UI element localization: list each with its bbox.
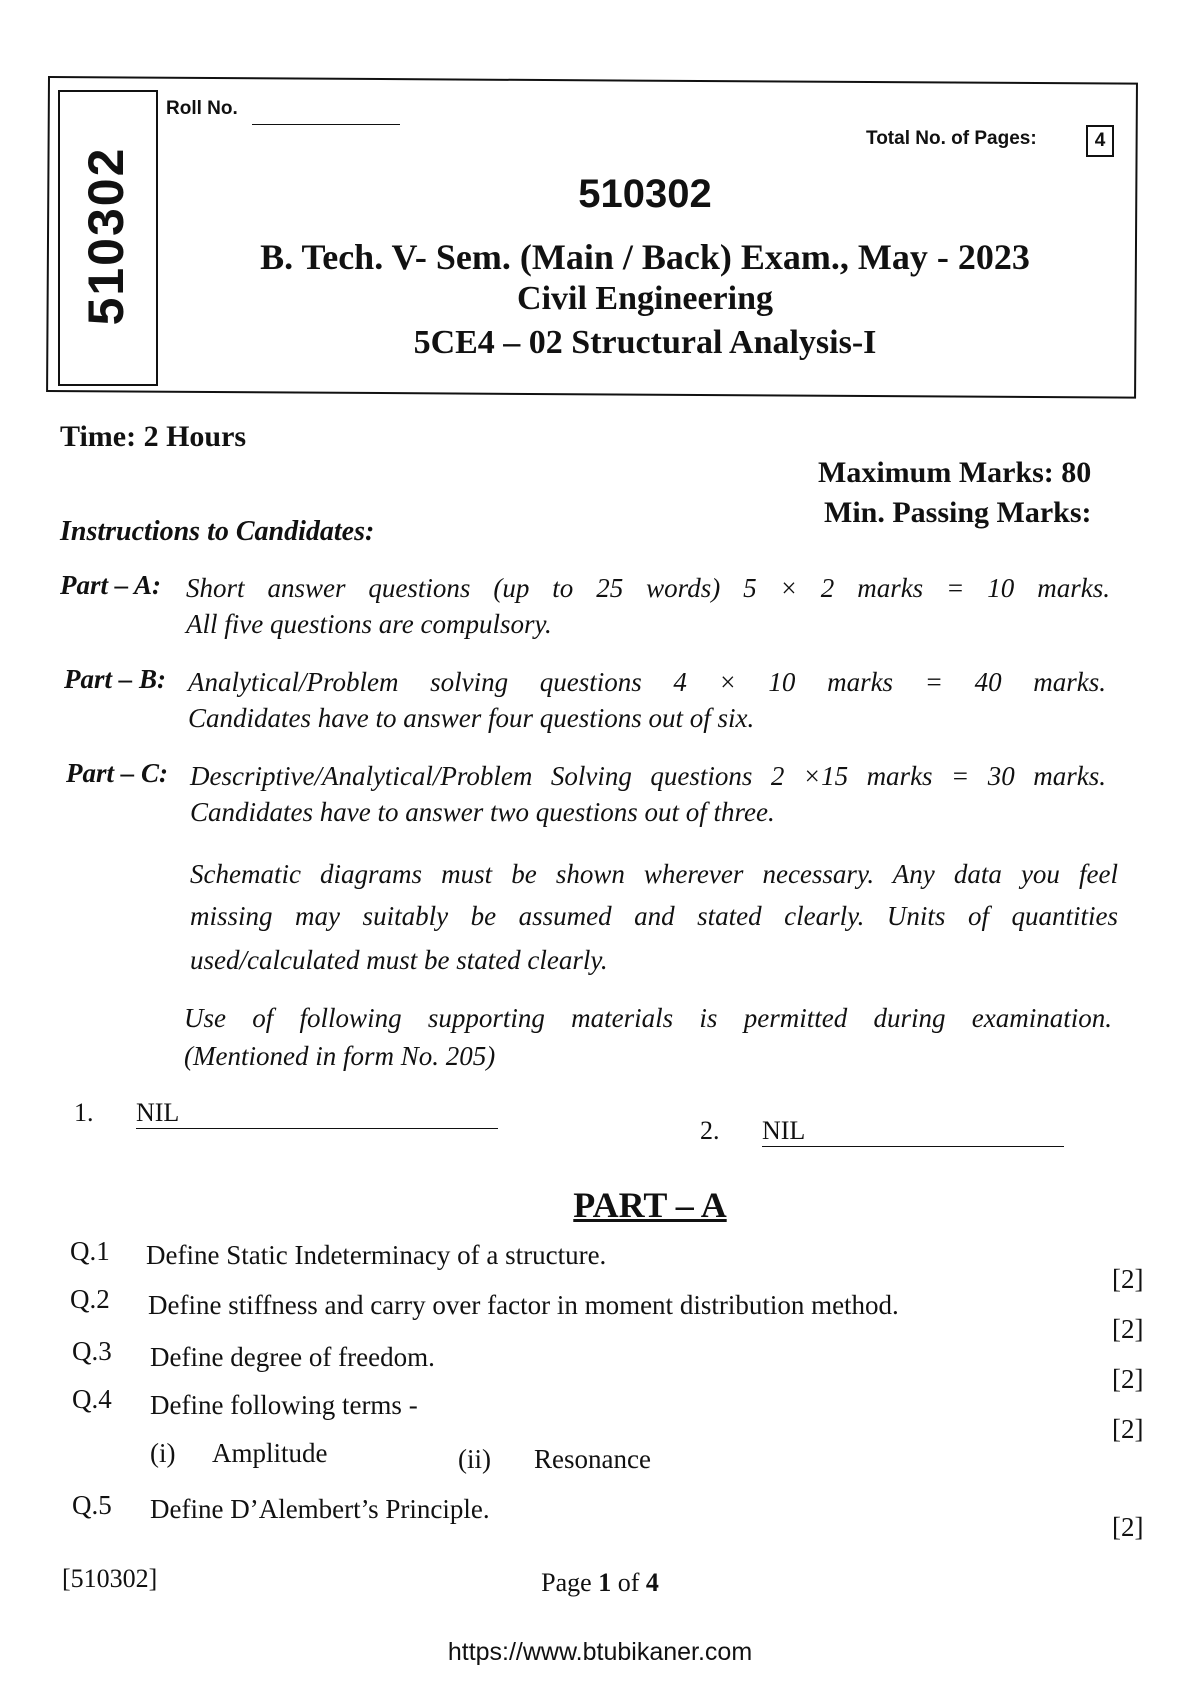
branch-name: Civil Engineering	[517, 280, 773, 317]
exam-time: Time: 2 Hours	[60, 420, 247, 453]
side-paper-code: 510302	[78, 146, 134, 326]
question-marks: [2]	[1112, 1414, 1144, 1444]
min-passing-marks: Min. Passing Marks:	[824, 496, 1092, 529]
page-indicator	[0, 1568, 1200, 1598]
exam-title: B. Tech. V- Sem. (Main / Back) Exam., May - 2023	[260, 237, 1030, 277]
source-url[interactable]: https://www.btubikaner.com	[447, 1638, 753, 1666]
page-of: of	[617, 1568, 640, 1597]
question-marks: [2]	[1112, 1364, 1144, 1394]
page-total: 4	[645, 1568, 659, 1597]
subitem-text: Amplitude	[212, 1438, 328, 1468]
question-marks: [2]	[1112, 1264, 1144, 1294]
part-b-instruction-line: Candidates have to answer four questions out of six.	[188, 703, 755, 733]
question-marks: [2]	[1112, 1314, 1144, 1344]
part-a-instruction-line: All five questions are compulsory.	[186, 609, 552, 639]
footer-paper-code: [510302]	[62, 1564, 158, 1593]
question-number: Q.5	[72, 1490, 112, 1520]
general-note-line: used/calculated must be stated clearly.	[190, 945, 608, 975]
paper-code: 510302	[578, 172, 712, 216]
question-number: Q.3	[72, 1336, 112, 1366]
part-a-instruction-line: Short answer questions (up to 25 words) 5 × 2 marks = 10 marks.	[186, 573, 1110, 603]
general-note-line: missing may suitably be assumed and stated clearly. Units of quantities	[190, 901, 1118, 931]
question-number: Q.1	[70, 1236, 110, 1266]
question-marks: [2]	[1112, 1512, 1144, 1542]
material-number: 1.	[74, 1098, 94, 1127]
page-current: 1	[598, 1568, 612, 1597]
total-pages-label: Total No. of Pages:	[866, 128, 1037, 149]
question-text: Define D’Alembert’s Principle.	[150, 1494, 490, 1524]
materials-note-line: Use of following supporting materials is permitted during examination.	[184, 1003, 1112, 1033]
part-a-heading: PART – A	[573, 1185, 727, 1225]
question-text: Define degree of freedom.	[150, 1342, 435, 1372]
subject-name: 5CE4 – 02 Structural Analysis-I	[413, 324, 877, 361]
materials-note-line: (Mentioned in form No. 205)	[184, 1041, 496, 1071]
part-c-instruction-line: Candidates have to answer two questions out of three.	[190, 797, 775, 827]
general-note-line: Schematic diagrams must be shown wherever necessary. Any data you feel	[190, 859, 1118, 889]
part-c-label: Part – C:	[66, 758, 169, 788]
instructions-title: Instructions to Candidates:	[60, 516, 375, 547]
subitem-number: (i)	[150, 1438, 176, 1468]
total-pages-value: 4	[1086, 125, 1114, 157]
material-value: NIL	[762, 1116, 1064, 1147]
roll-number-field	[252, 124, 400, 125]
roll-number-label: Roll No.	[166, 98, 238, 119]
question-text: Define stiffness and carry over factor in moment distribution method.	[148, 1290, 899, 1320]
page-prefix: Page	[541, 1568, 592, 1597]
part-a-label: Part – A:	[60, 570, 161, 600]
question-text: Define Static Indeterminacy of a structure.	[146, 1240, 607, 1270]
subitem-number: (ii)	[458, 1444, 491, 1474]
maximum-marks: Maximum Marks: 80	[818, 456, 1092, 489]
material-number: 2.	[700, 1116, 720, 1145]
question-number: Q.4	[72, 1384, 112, 1414]
subitem-text: Resonance	[534, 1444, 651, 1474]
question-text: Define following terms -	[150, 1390, 418, 1420]
material-value: NIL	[136, 1098, 498, 1129]
part-c-instruction-line: Descriptive/Analytical/Problem Solving questions 2 ×15 marks = 30 marks.	[190, 761, 1106, 791]
question-number: Q.2	[70, 1284, 110, 1314]
part-b-instruction-line: Analytical/Problem solving questions 4 × 10 marks = 40 marks.	[188, 667, 1106, 697]
part-b-label: Part – B:	[64, 664, 167, 694]
